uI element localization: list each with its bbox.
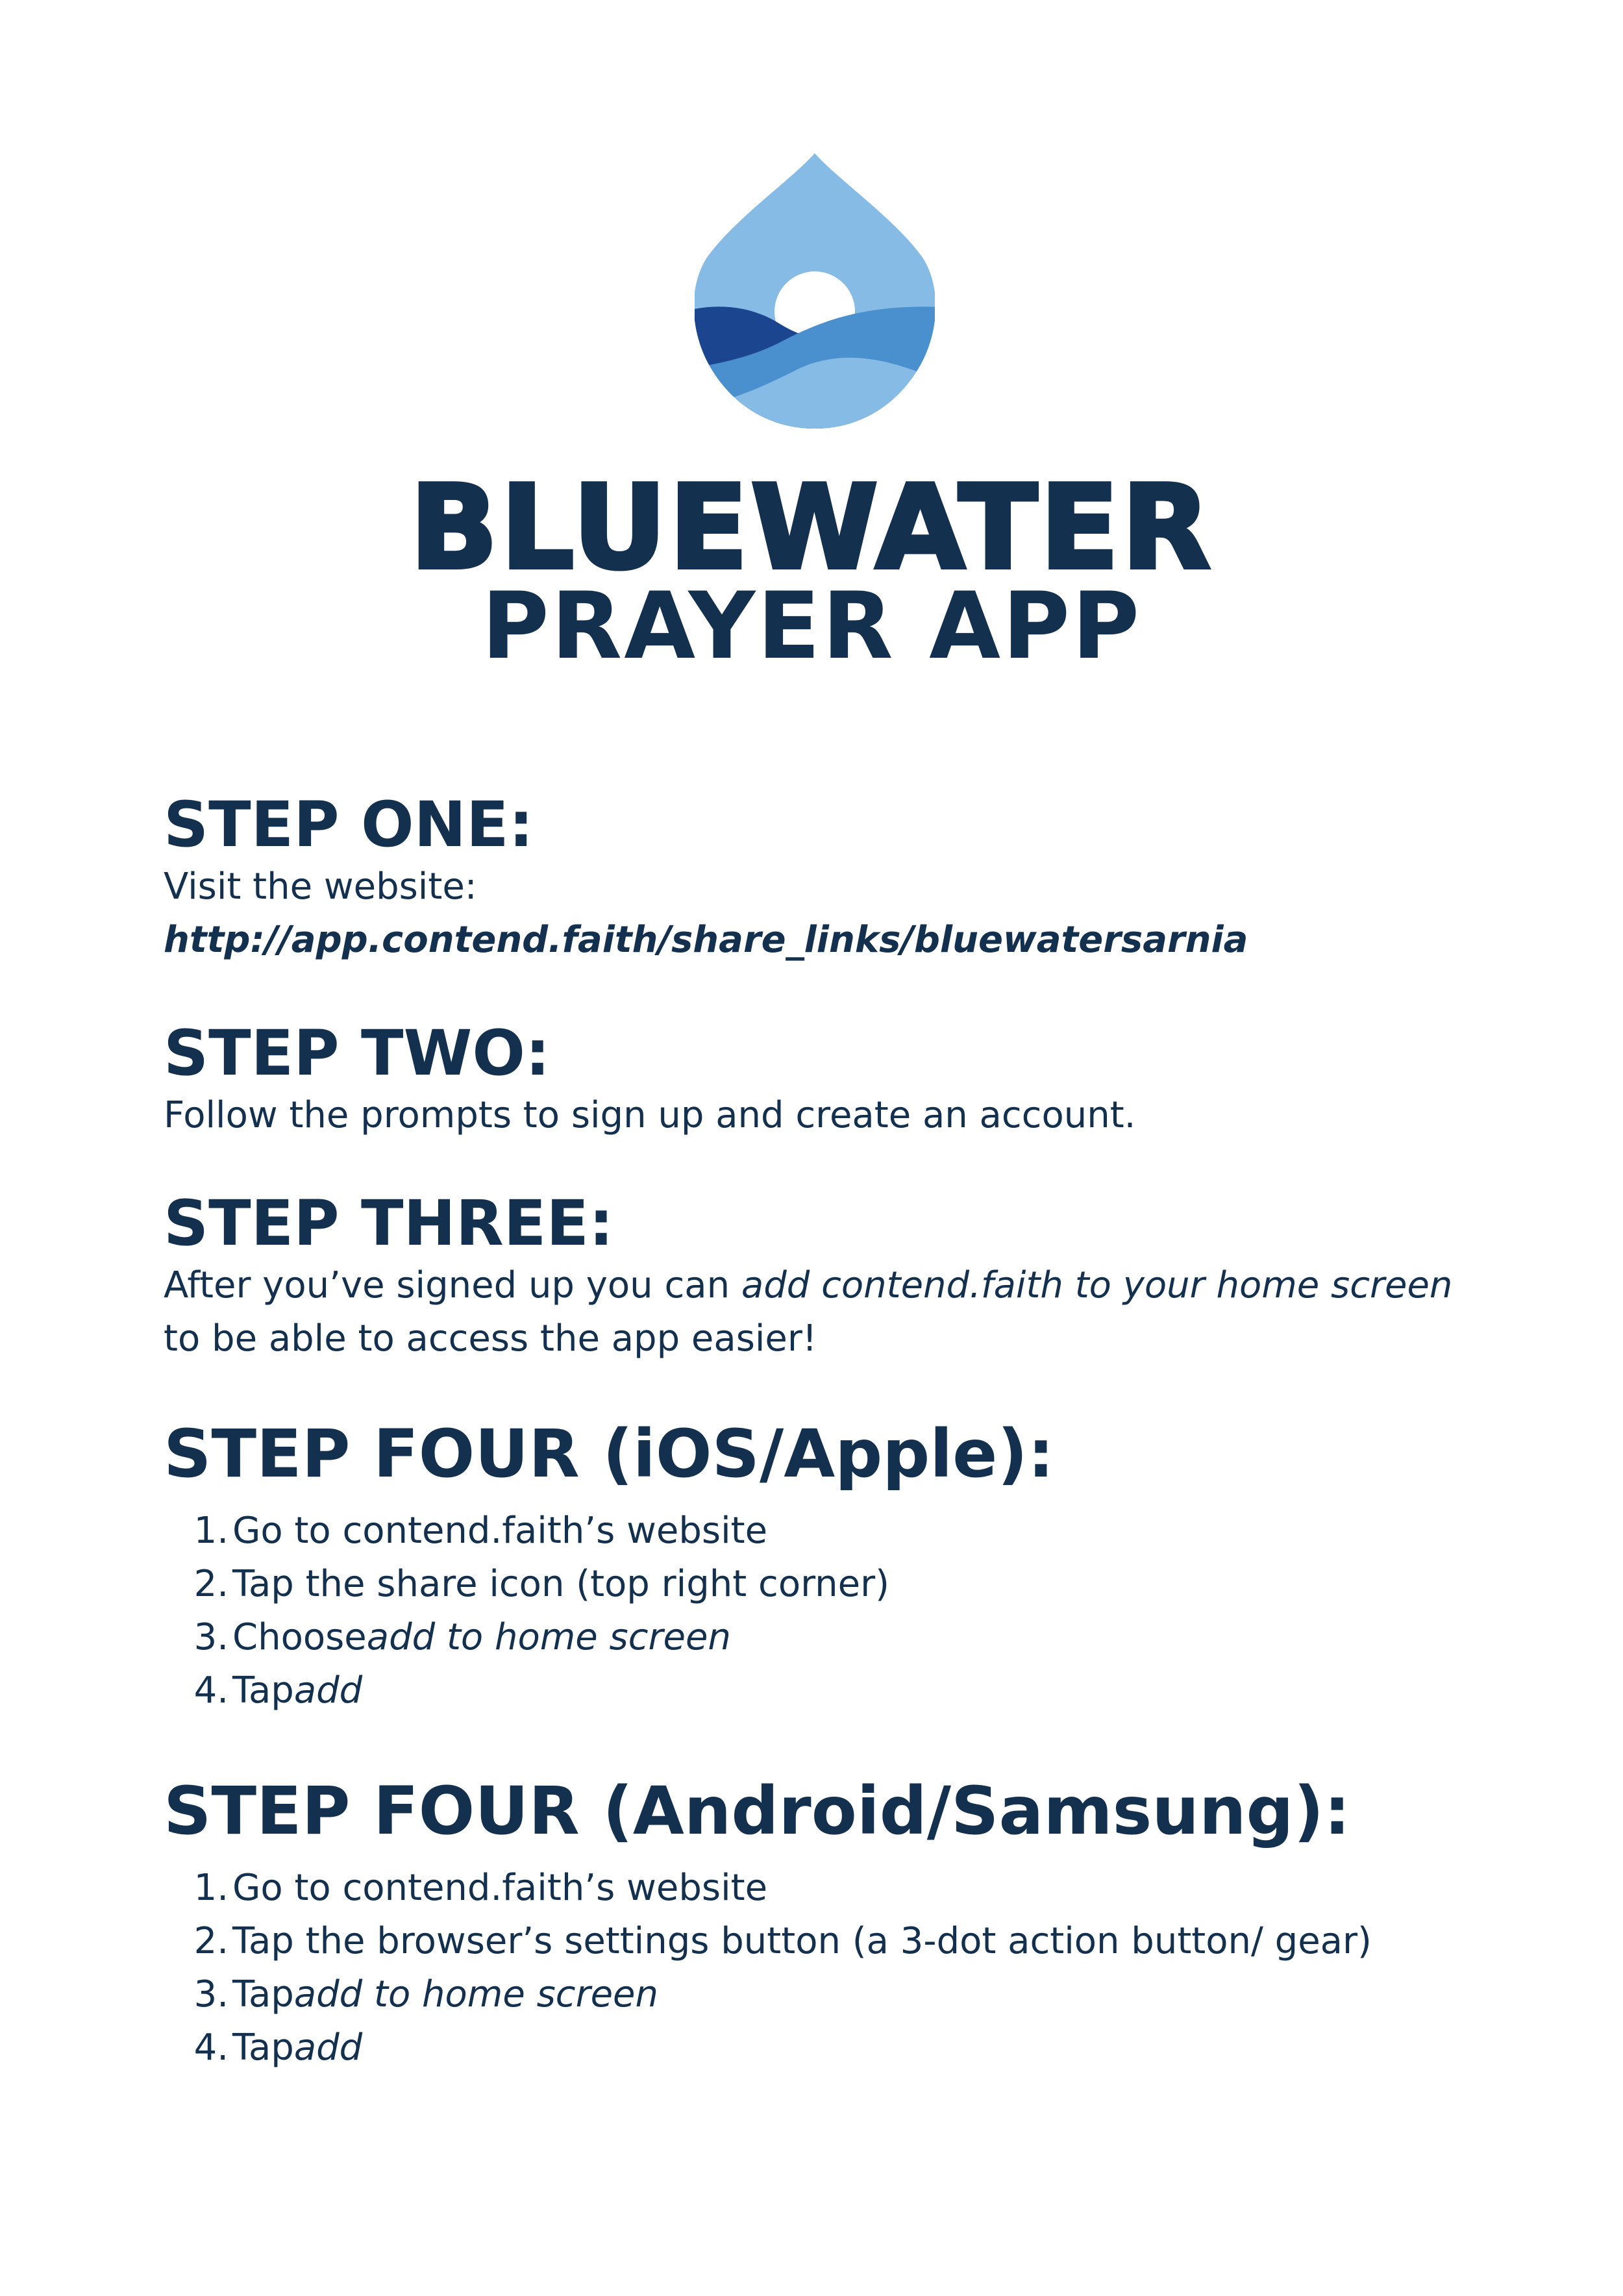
list-item <box>164 1862 1494 1915</box>
step-four-android-list <box>164 1862 1494 2075</box>
list-item-number: 4. <box>193 1669 229 1712</box>
step-four-ios-list <box>164 1504 1494 1717</box>
step-three-text-italic: add contend.faith to your home screen <box>741 1264 1453 1306</box>
list-item-text: Go to contend.faith’s website <box>232 1867 768 1909</box>
step-one-section <box>164 789 1494 967</box>
list-item <box>164 1504 1494 1558</box>
list-item-italic: add to home screen <box>366 1616 731 1658</box>
step-one-text: Visit the website: <box>164 866 477 908</box>
step-one-url-link[interactable]: http://app.contend.faith/share_links/bluewatersarnia <box>164 919 1248 961</box>
step-three-text <box>164 1259 1494 1366</box>
list-item-italic: add <box>293 1669 363 1712</box>
list-item-text: Tap the browser’s settings button (a 3-dot action button/ gear) <box>232 1920 1372 1962</box>
step-four-ios-heading: STEP FOUR (iOS/Apple): <box>164 1416 1054 1493</box>
list-item-text: Go to contend.faith’s website <box>232 1510 768 1552</box>
list-item-number: 3. <box>193 1616 229 1658</box>
list-item <box>164 1915 1494 1968</box>
list-item-number: 2. <box>193 1563 229 1605</box>
steps-content <box>164 789 1494 2075</box>
step-two-section <box>164 1017 1494 1142</box>
list-item <box>164 1664 1494 1717</box>
list-item-text: Tap <box>232 2027 294 2069</box>
step-three-section <box>164 1188 1494 1366</box>
step-four-android-section <box>164 1773 1494 2075</box>
list-item-number: 1. <box>193 1867 229 1909</box>
list-item-text: Tap <box>232 1669 294 1712</box>
step-one-heading: STEP ONE: <box>164 788 534 861</box>
list-item-italic: add <box>293 2027 363 2069</box>
page-title: BLUEWATER <box>410 460 1213 595</box>
step-four-android-heading: STEP FOUR (Android/Samsung): <box>164 1773 1350 1850</box>
step-two-text: Follow the prompts to sign up and create an account. <box>164 1094 1136 1136</box>
list-item <box>164 2021 1494 2075</box>
list-item-text: Choose <box>232 1616 367 1658</box>
water-drop-sunrise-icon <box>695 148 935 434</box>
step-three-text-before: After you’ve signed up you can <box>164 1264 741 1306</box>
step-three-text-after: to be able to access the app easier! <box>164 1317 817 1360</box>
step-three-heading: STEP THREE: <box>164 1187 614 1260</box>
list-item-text: Tap <box>232 1973 294 2015</box>
step-four-ios-section <box>164 1416 1494 1717</box>
list-item-number: 2. <box>193 1920 229 1962</box>
step-two-heading: STEP TWO: <box>164 1017 551 1090</box>
list-item <box>164 1558 1494 1611</box>
list-item-text: Tap the share icon (top right corner) <box>232 1563 889 1605</box>
list-item-italic: add to home screen <box>293 1973 658 2015</box>
list-item <box>164 1611 1494 1664</box>
page-subtitle: PRAYER APP <box>481 573 1142 680</box>
list-item-number: 3. <box>193 1973 229 2015</box>
list-item-number: 1. <box>193 1510 229 1552</box>
list-item-number: 4. <box>193 2027 229 2069</box>
list-item <box>164 1968 1494 2021</box>
